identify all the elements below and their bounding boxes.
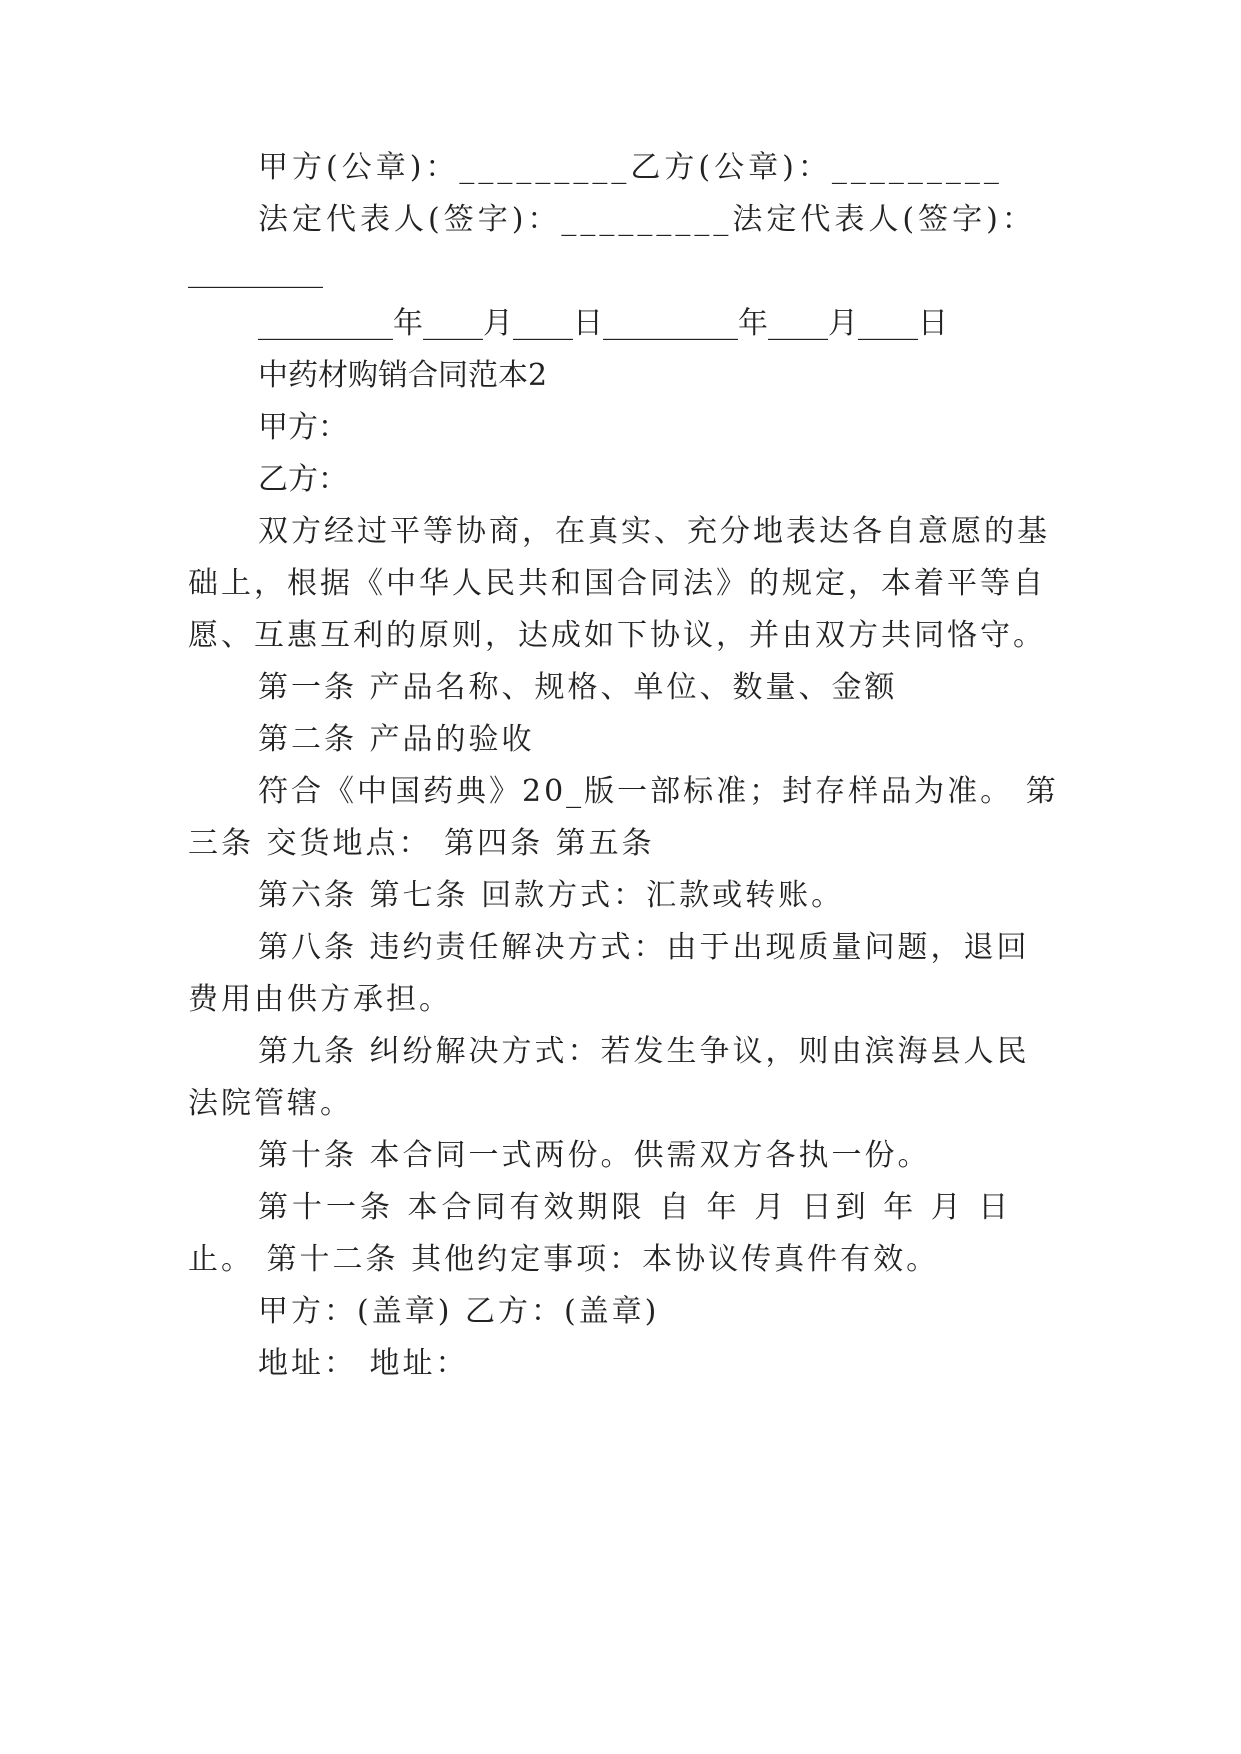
intro-paragraph-line: 双方经过平等协商，在真实、充分地表达各自意愿的基 bbox=[258, 514, 1050, 549]
article-9-line: 法院管辖。 bbox=[188, 1086, 353, 1121]
article-8-line: 费用由供方承担。 bbox=[188, 982, 452, 1017]
article-11-line: 第十一条 本合同有效期限 自 年 月 日到 年 月 日 bbox=[258, 1190, 1013, 1225]
signature-blank-line: _________ bbox=[188, 254, 323, 289]
article-6-7: 第六条 第七条 回款方式：汇款或转账。 bbox=[258, 878, 845, 913]
intro-paragraph-line: 础上，根据《中华人民共和国合同法》的规定，本着平等自 bbox=[188, 566, 1046, 601]
party-b-label: 乙方： bbox=[258, 462, 348, 497]
address-line: 地址： 地址： bbox=[258, 1346, 469, 1381]
article-8-line: 第八条 违约责任解决方式：由于出现质量问题，退回 bbox=[258, 930, 1030, 965]
article-2-body-line: 三条 交货地点： 第四条 第五条 bbox=[188, 826, 655, 861]
signature-representative-line: 法定代表人(签字)：_________法定代表人(签字)： bbox=[258, 202, 1036, 237]
article-2-body-line: 符合《中国药典》20_版一部标准；封存样品为准。 第 bbox=[258, 774, 1059, 809]
article-1: 第一条 产品名称、规格、单位、数量、金额 bbox=[258, 670, 898, 705]
article-10: 第十条 本合同一式两份。供需双方各执一份。 bbox=[258, 1138, 931, 1173]
party-a-label: 甲方： bbox=[258, 410, 348, 445]
signature-seal-line: 甲方(公章)：_________乙方(公章)：_________ bbox=[258, 150, 1003, 185]
article-2: 第二条 产品的验收 bbox=[258, 722, 535, 757]
article-9-line: 第九条 纠纷解决方式：若发生争议，则由滨海县人民 bbox=[258, 1034, 1030, 1069]
article-12-line: 止。 第十二条 其他约定事项：本协议传真件有效。 bbox=[188, 1242, 940, 1277]
intro-paragraph-line: 愿、互惠互利的原则，达成如下协议，并由双方共同恪守。 bbox=[188, 618, 1046, 653]
signature-date-line: _________年____月____日_________年____月____日 bbox=[258, 306, 948, 341]
contract-title: 中药材购销合同范本2 bbox=[258, 358, 548, 393]
seal-line: 甲方：(盖章) 乙方：(盖章) bbox=[258, 1294, 660, 1329]
